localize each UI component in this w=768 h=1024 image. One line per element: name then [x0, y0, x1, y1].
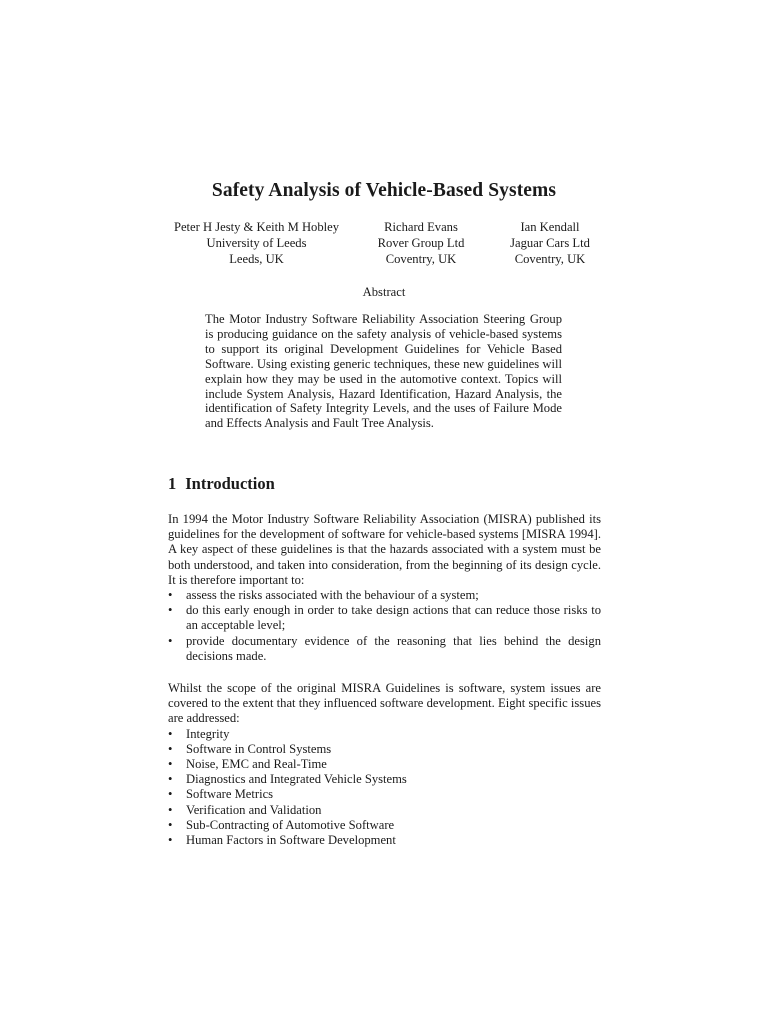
author-location: Coventry, UK	[514, 252, 586, 267]
list-item: • Sub-Contracting of Automotive Software	[168, 817, 395, 832]
list-item: • Software Metrics	[168, 787, 274, 802]
list-item: • Diagnostics and Integrated Vehicle Systems	[168, 772, 407, 787]
list-item: • Software in Control Systems	[168, 741, 332, 756]
risk-bullet-list	[168, 588, 601, 664]
section-title: Introduction	[185, 474, 275, 493]
author-affiliation: Jaguar Cars Ltd	[510, 236, 590, 251]
bullet-icon: •	[168, 757, 173, 772]
author-name: Richard Evans	[384, 220, 458, 234]
author-affiliation: Rover Group Ltd	[377, 236, 465, 251]
list-item: • Human Factors in Software Development	[168, 833, 396, 848]
bullet-icon: •	[168, 802, 173, 817]
issues-bullet-list	[168, 727, 601, 849]
abstract-heading: Abstract	[362, 285, 406, 299]
list-item: • do this early enough in order to take design actions that can reduce those risks to an acceptable level;	[168, 603, 601, 633]
author-block-2	[362, 219, 480, 268]
bullet-icon: •	[168, 726, 173, 741]
bullet-icon: •	[168, 833, 173, 848]
bullet-icon: •	[168, 588, 173, 603]
bullet-icon: •	[168, 603, 173, 618]
section-heading-introduction	[168, 474, 275, 494]
bullet-icon: •	[168, 741, 173, 756]
author-affiliation: University of Leeds	[206, 236, 307, 251]
intro-paragraph-2: Whilst the scope of the original MISRA Guidelines is software, system issues are covered to the extent that they influenced software development. Eight specific issues are addressed:	[168, 681, 601, 726]
author-name: Ian Kendall	[520, 220, 580, 234]
list-item: • Noise, EMC and Real-Time	[168, 757, 327, 772]
bullet-icon: •	[168, 633, 173, 648]
list-item: • assess the risks associated with the behaviour of a system;	[168, 588, 479, 603]
author-block-3	[495, 219, 605, 268]
paper-title: Safety Analysis of Vehicle-Based Systems	[211, 180, 557, 201]
list-item: • provide documentary evidence of the reasoning that lies behind the design decisions made.	[168, 633, 601, 663]
bullet-icon: •	[168, 787, 173, 802]
abstract-text: The Motor Industry Software Reliability Association Steering Group is producing guidance on the safety analysis of vehicle-based systems to support its original Development Guidelines for Vehicle Based Software. Using existing generic techniques, these new guidelines will explain how they may be used in the automotive context. Topics will include System Analysis, Hazard Identification, Hazard Analysis, the identification of Safety Integrity Levels, and the uses of Failure Mode and Effects Analysis and Fault Tree Analysis.	[205, 312, 562, 431]
intro-paragraph-1: In 1994 the Motor Industry Software Reliability Association (MISRA) published its guidelines for the development of software for vehicle-based systems [MISRA 1994]. A key aspect of these guidelines is that the hazards associated with a system must be both understood, and taken into consideration, from the beginning of its design cycle. It is therefore important to:	[168, 512, 601, 587]
author-location: Coventry, UK	[385, 252, 457, 267]
list-item: • Integrity	[168, 726, 230, 741]
author-location: Leeds, UK	[229, 252, 284, 267]
author-name: Peter H Jesty & Keith M Hobley	[173, 220, 340, 234]
section-number: 1	[168, 474, 177, 493]
author-block-1	[164, 219, 349, 268]
bullet-icon: •	[168, 772, 173, 787]
bullet-icon: •	[168, 817, 173, 832]
list-item: • Verification and Validation	[168, 802, 322, 817]
introduction-body	[168, 512, 601, 848]
